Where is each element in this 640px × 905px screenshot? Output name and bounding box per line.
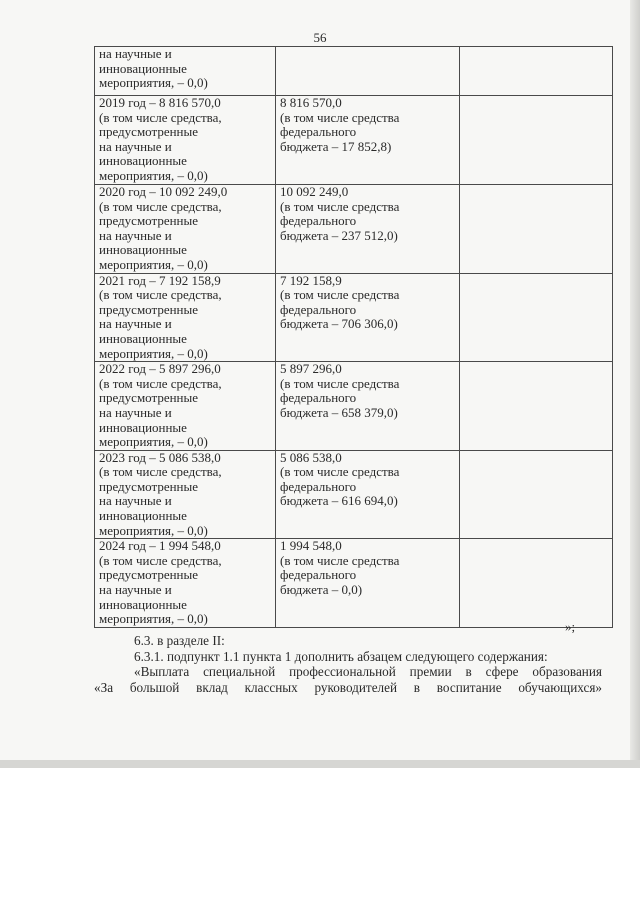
table-row xyxy=(95,185,613,274)
closing-quote-mark: »; xyxy=(565,619,576,634)
table-row xyxy=(95,47,613,96)
table-row xyxy=(95,362,613,451)
quoted-text-line-2: «За большой вклад классных руководителей в воспитание обучающихся» xyxy=(94,679,602,695)
budget-cell: 5 897 296,0 (в том числе средства федерального бюджета – 658 379,0) xyxy=(276,362,460,451)
page-bottom-edge xyxy=(0,760,640,768)
budget-cell: 8 816 570,0 (в том числе средства федерального бюджета – 17 852,8) xyxy=(276,96,460,185)
quoted-text-line-1: «Выплата специальной профессиональной премии в сфере образования xyxy=(134,664,602,680)
empty-cell xyxy=(460,47,613,96)
amendment-text xyxy=(94,633,602,695)
year-total-cell: 2024 год – 1 994 548,0 (в том числе средства, предусмотренные на научные и инновационные мероприятия, – 0,0) xyxy=(95,539,276,628)
budget-cell: 7 192 158,9 (в том числе средства федерального бюджета – 706 306,0) xyxy=(276,273,460,362)
empty-cell xyxy=(460,539,613,628)
budget-cell: 1 994 548,0 (в том числе средства федерального бюджета – 0,0) xyxy=(276,539,460,628)
table-row xyxy=(95,539,613,628)
year-total-cell: на научные и инновационные мероприятия, – 0,0) xyxy=(95,47,276,96)
year-total-cell: 2021 год – 7 192 158,9 (в том числе средства, предусмотренные на научные и инновационные мероприятия, – 0,0) xyxy=(95,273,276,362)
year-total-cell: 2022 год – 5 897 296,0 (в том числе средства, предусмотренные на научные и инновационные мероприятия, – 0,0) xyxy=(95,362,276,451)
empty-cell xyxy=(460,185,613,274)
year-total-cell: 2020 год – 10 092 249,0 (в том числе средства, предусмотренные на научные и инновационные мероприятия, – 0,0) xyxy=(95,185,276,274)
funding-table xyxy=(94,46,613,628)
table-row xyxy=(95,96,613,185)
budget-cell xyxy=(276,47,460,96)
empty-cell xyxy=(460,362,613,451)
section-heading: 6.3. в разделе II: xyxy=(134,633,225,648)
year-total-cell: 2023 год – 5 086 538,0 (в том числе средства, предусмотренные на научные и инновационные мероприятия, – 0,0) xyxy=(95,450,276,539)
empty-cell xyxy=(460,273,613,362)
page-edge-shadow xyxy=(630,0,640,768)
subsection-text: 6.3.1. подпункт 1.1 пункта 1 дополнить абзацем следующего содержания: xyxy=(134,648,548,664)
table-row xyxy=(95,450,613,539)
empty-cell xyxy=(460,96,613,185)
budget-cell: 5 086 538,0 (в том числе средства федерального бюджета – 616 694,0) xyxy=(276,450,460,539)
table-row xyxy=(95,273,613,362)
page-number: 56 xyxy=(313,30,327,45)
empty-cell xyxy=(460,450,613,539)
budget-cell: 10 092 249,0 (в том числе средства федерального бюджета – 237 512,0) xyxy=(276,185,460,274)
funding-table-body xyxy=(95,47,613,628)
year-total-cell: 2019 год – 8 816 570,0 (в том числе средства, предусмотренные на научные и инновационные мероприятия, – 0,0) xyxy=(95,96,276,185)
